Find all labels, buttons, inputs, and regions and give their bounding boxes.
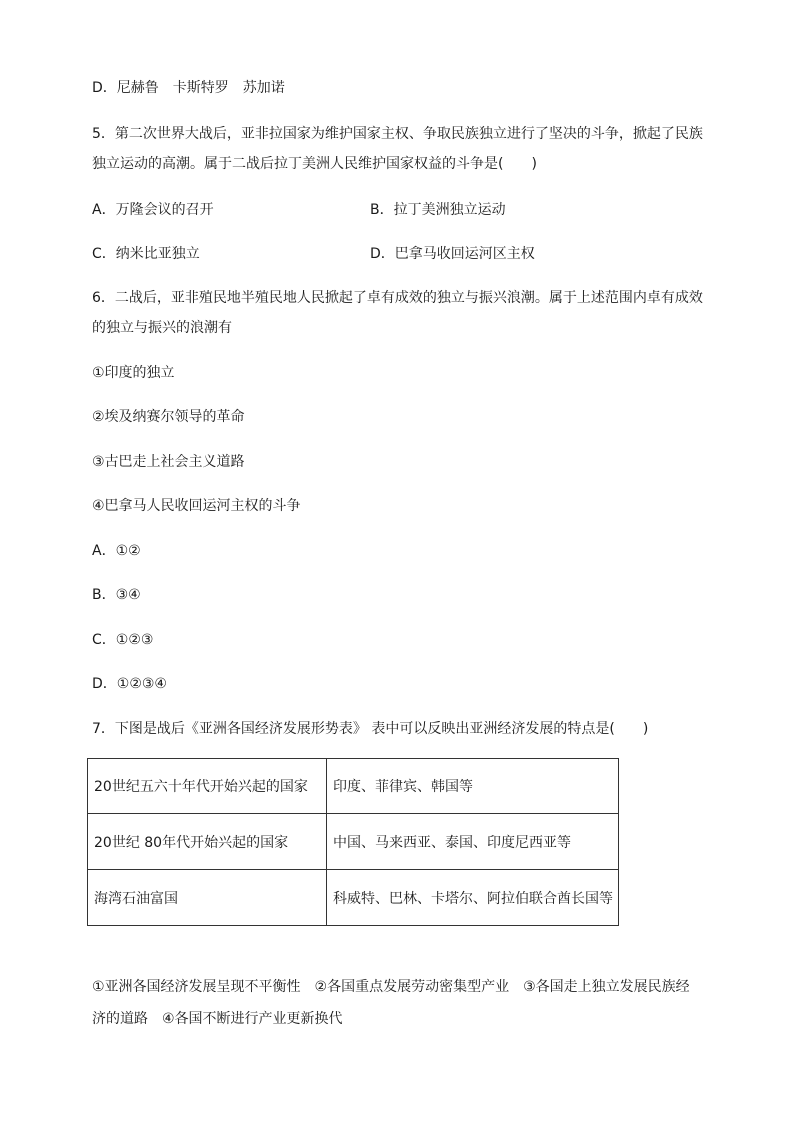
q5-option-b: B．拉丁美洲独立运动	[370, 202, 506, 218]
table-row	[88, 870, 619, 926]
q5-option-c: C．纳米比亚独立	[92, 246, 200, 262]
table-row	[88, 814, 619, 870]
asia-economy-table	[87, 758, 619, 926]
table-cell: 海湾石油富国	[88, 870, 327, 926]
q6-option-c: C．①②③	[92, 632, 154, 648]
table-cell: 20世纪 80年代开始兴起的国家	[88, 814, 327, 870]
q6-option-a: A．①②	[92, 543, 141, 559]
q4-option-d: D．尼赫鲁 卡斯特罗 苏加诺	[92, 80, 285, 96]
table-cell: 20世纪五六十年代开始兴起的国家	[88, 759, 327, 814]
q5-stem-line2: 独立运动的高潮。属于二战后拉丁美洲人民维护国家权益的斗争是( )	[92, 156, 537, 172]
q6-item-1: ①印度的独立	[92, 365, 175, 381]
q6-item-2: ②埃及纳赛尔领导的革命	[92, 409, 245, 425]
q7-choices-line2: 济的道路 ④各国不断进行产业更新换代	[92, 1011, 343, 1027]
q7-stem: 7．下图是战后《亚洲各国经济发展形势表》 表中可以反映出亚洲经济发展的特点是( )	[92, 721, 649, 737]
q6-option-b: B．③④	[92, 587, 141, 603]
table-row	[88, 759, 619, 814]
q6-stem-line1: 6．二战后，亚非殖民地半殖民地人民掀起了卓有成效的独立与振兴浪潮。属于上述范围内卓有成效	[92, 290, 703, 306]
table-cell: 中国、马来西亚、泰国、印度尼西亚等	[327, 814, 619, 870]
q5-option-a: A．万隆会议的召开	[92, 202, 214, 218]
q6-stem-line2: 的独立与振兴的浪潮有	[92, 320, 232, 336]
q7-choices-line1: ①亚洲各国经济发展呈现不平衡性 ②各国重点发展劳动密集型产业 ③各国走上独立发展民族经	[92, 979, 690, 995]
q5-stem-line1: 5．第二次世界大战后，亚非拉国家为维护国家主权、争取民族独立进行了坚决的斗争，掀起了民族	[92, 126, 703, 142]
q6-option-d: D．①②③④	[92, 676, 167, 692]
q5-option-d: D．巴拿马收回运河区主权	[370, 246, 535, 262]
q6-item-4: ④巴拿马人民收回运河主权的斗争	[92, 498, 301, 514]
table-cell: 印度、菲律宾、韩国等	[327, 759, 619, 814]
table-cell: 科威特、巴林、卡塔尔、阿拉伯联合酋长国等	[327, 870, 619, 926]
q6-item-3: ③古巴走上社会主义道路	[92, 454, 245, 470]
